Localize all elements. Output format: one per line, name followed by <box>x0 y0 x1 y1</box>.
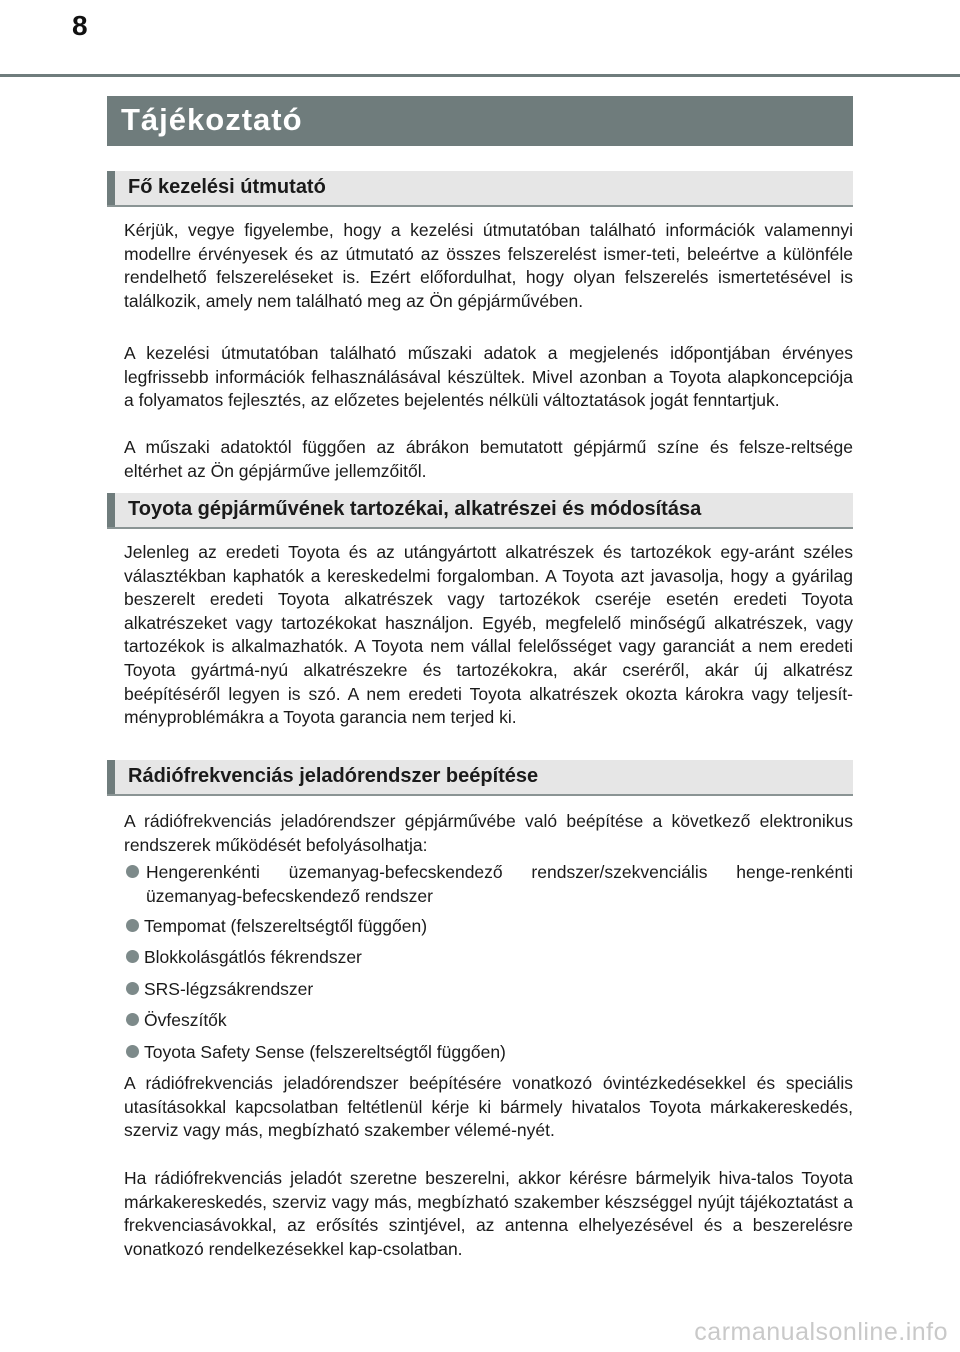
bullet-icon <box>126 919 139 932</box>
section-header-radio-transmitter <box>107 760 853 796</box>
section-title: Toyota gépjárművének tartozékai, alkatrészei és módosítása <box>128 498 702 520</box>
paragraph: A kezelési útmutatóban található műszaki adatok a megjelenés időpontjában érvényes legfrissebb információk felhasználásával készültek. Mivel azonban a Toyota alapkoncepciója a folyamatos fejlesztés, az előzetes bejelentés nélküli változtatások jogát fenntartjuk. <box>124 343 853 411</box>
list-item <box>126 946 853 970</box>
page-number: 8 <box>72 10 88 41</box>
list-item-text: Tempomat (felszereltségtől függően) <box>144 916 428 936</box>
list-item <box>126 915 853 939</box>
list-item-text: Hengerenkénti üzemanyag-befecskendező rendszer/szekvenciális henge-renkénti üzemanyag-befecskendező rendszer <box>146 862 853 906</box>
list-item-text: SRS-légzsákrendszer <box>144 979 314 999</box>
bullet-icon <box>126 950 139 963</box>
bullet-icon <box>126 982 139 995</box>
bullet-icon <box>126 1013 139 1026</box>
chapter-title: Tájékoztató <box>121 102 303 137</box>
list-item <box>126 1041 853 1065</box>
paragraph: A műszaki adatoktól függően az ábrákon bemutatott gépjármű színe és felsze-reltsége eltérhet az Ön gépjárműve jellemzőitől. <box>124 437 853 481</box>
list-item-text: Toyota Safety Sense (felszereltségtől függően) <box>144 1042 506 1062</box>
watermark: carmanualsonline.info <box>694 1318 948 1346</box>
top-divider <box>0 74 960 77</box>
paragraph: Kérjük, vegye figyelembe, hogy a kezelési útmutatóban található információk valamennyi modellre érvényesek és az útmutató az összes felszerelést ismer-teti, beleértve a különféle rendelhető felszereléseket is. Ezért előfordulhat, hogy olyan felszerelés ismertetésével is találkozik, amely nem található meg az Ön gépjárművében. <box>124 220 853 311</box>
paragraph: Jelenleg az eredeti Toyota és az utángyártott alkatrészek és tartozékok egy-aránt széles választékban kaphatók a kereskedelmi forgalomban. A Toyota azt javasolja, hogy a gyárilag beszerelt eredeti Toyota alkatrészek vagy tartozékok cseréje esetén eredeti Toyota alkatrészeket vagy tartozékokat használjon. Egyéb, megfelelő minőségű alkatrészek, vagy tartozékok is alkalmazhatók. A Toyota nem vállal felelősséget vagy garanciát a nem eredeti Toyota gyártmá-nyú alkatrészekre és tartozékokra, akár cseréről, akár új alkatrész beépítéséről legyen is szó. A nem eredeti Toyota alkatrészek okozta károkra vagy teljesít-ményproblémákra a Toyota garancia nem terjed ki. <box>124 542 853 728</box>
bullet-icon <box>126 865 139 878</box>
list-item <box>126 861 853 908</box>
section-header-main-guide <box>107 171 853 207</box>
list-item <box>126 978 853 1002</box>
list-item <box>126 1009 853 1033</box>
chapter-banner <box>107 96 853 146</box>
list-item-text: Övfeszítők <box>144 1010 227 1030</box>
section-header-accessories <box>107 493 853 529</box>
list-item-text: Blokkolásgátlós fékrendszer <box>144 947 362 967</box>
bullet-icon <box>126 1045 139 1058</box>
paragraph: A rádiófrekvenciás jeladórendszer beépítésére vonatkozó óvintézkedésekkel és speciális utasításokkal kapcsolatban feltétlenül kérje ki bármely hivatalos Toyota márkakereskedés, szerviz vagy más, megbízható szakember vélemé-nyét. <box>124 1073 853 1141</box>
paragraph: Ha rádiófrekvenciás jeladót szeretne beszerelni, akkor kérésre bármelyik hiva-talos Toyota márkakereskedés, szerviz vagy más, megbízható szakember készséggel nyújt tájékoztatást a frekvenciasávokkal, az erősítés szintjével, az antenna elhelyezésével és a beszerelésre vonatkozó rendelkezésekkel kap-csolatban. <box>124 1168 853 1259</box>
section-accent-bar <box>107 493 115 527</box>
section-title: Rádiófrekvenciás jeladórendszer beépítése <box>128 765 539 787</box>
section-accent-bar <box>107 760 115 794</box>
paragraph: A rádiófrekvenciás jeladórendszer gépjárművébe való beépítése a következő elektronikus rendszerek működését befolyásolhatja: <box>124 811 853 855</box>
section-accent-bar <box>107 171 115 205</box>
section-title: Fő kezelési útmutató <box>128 176 326 198</box>
